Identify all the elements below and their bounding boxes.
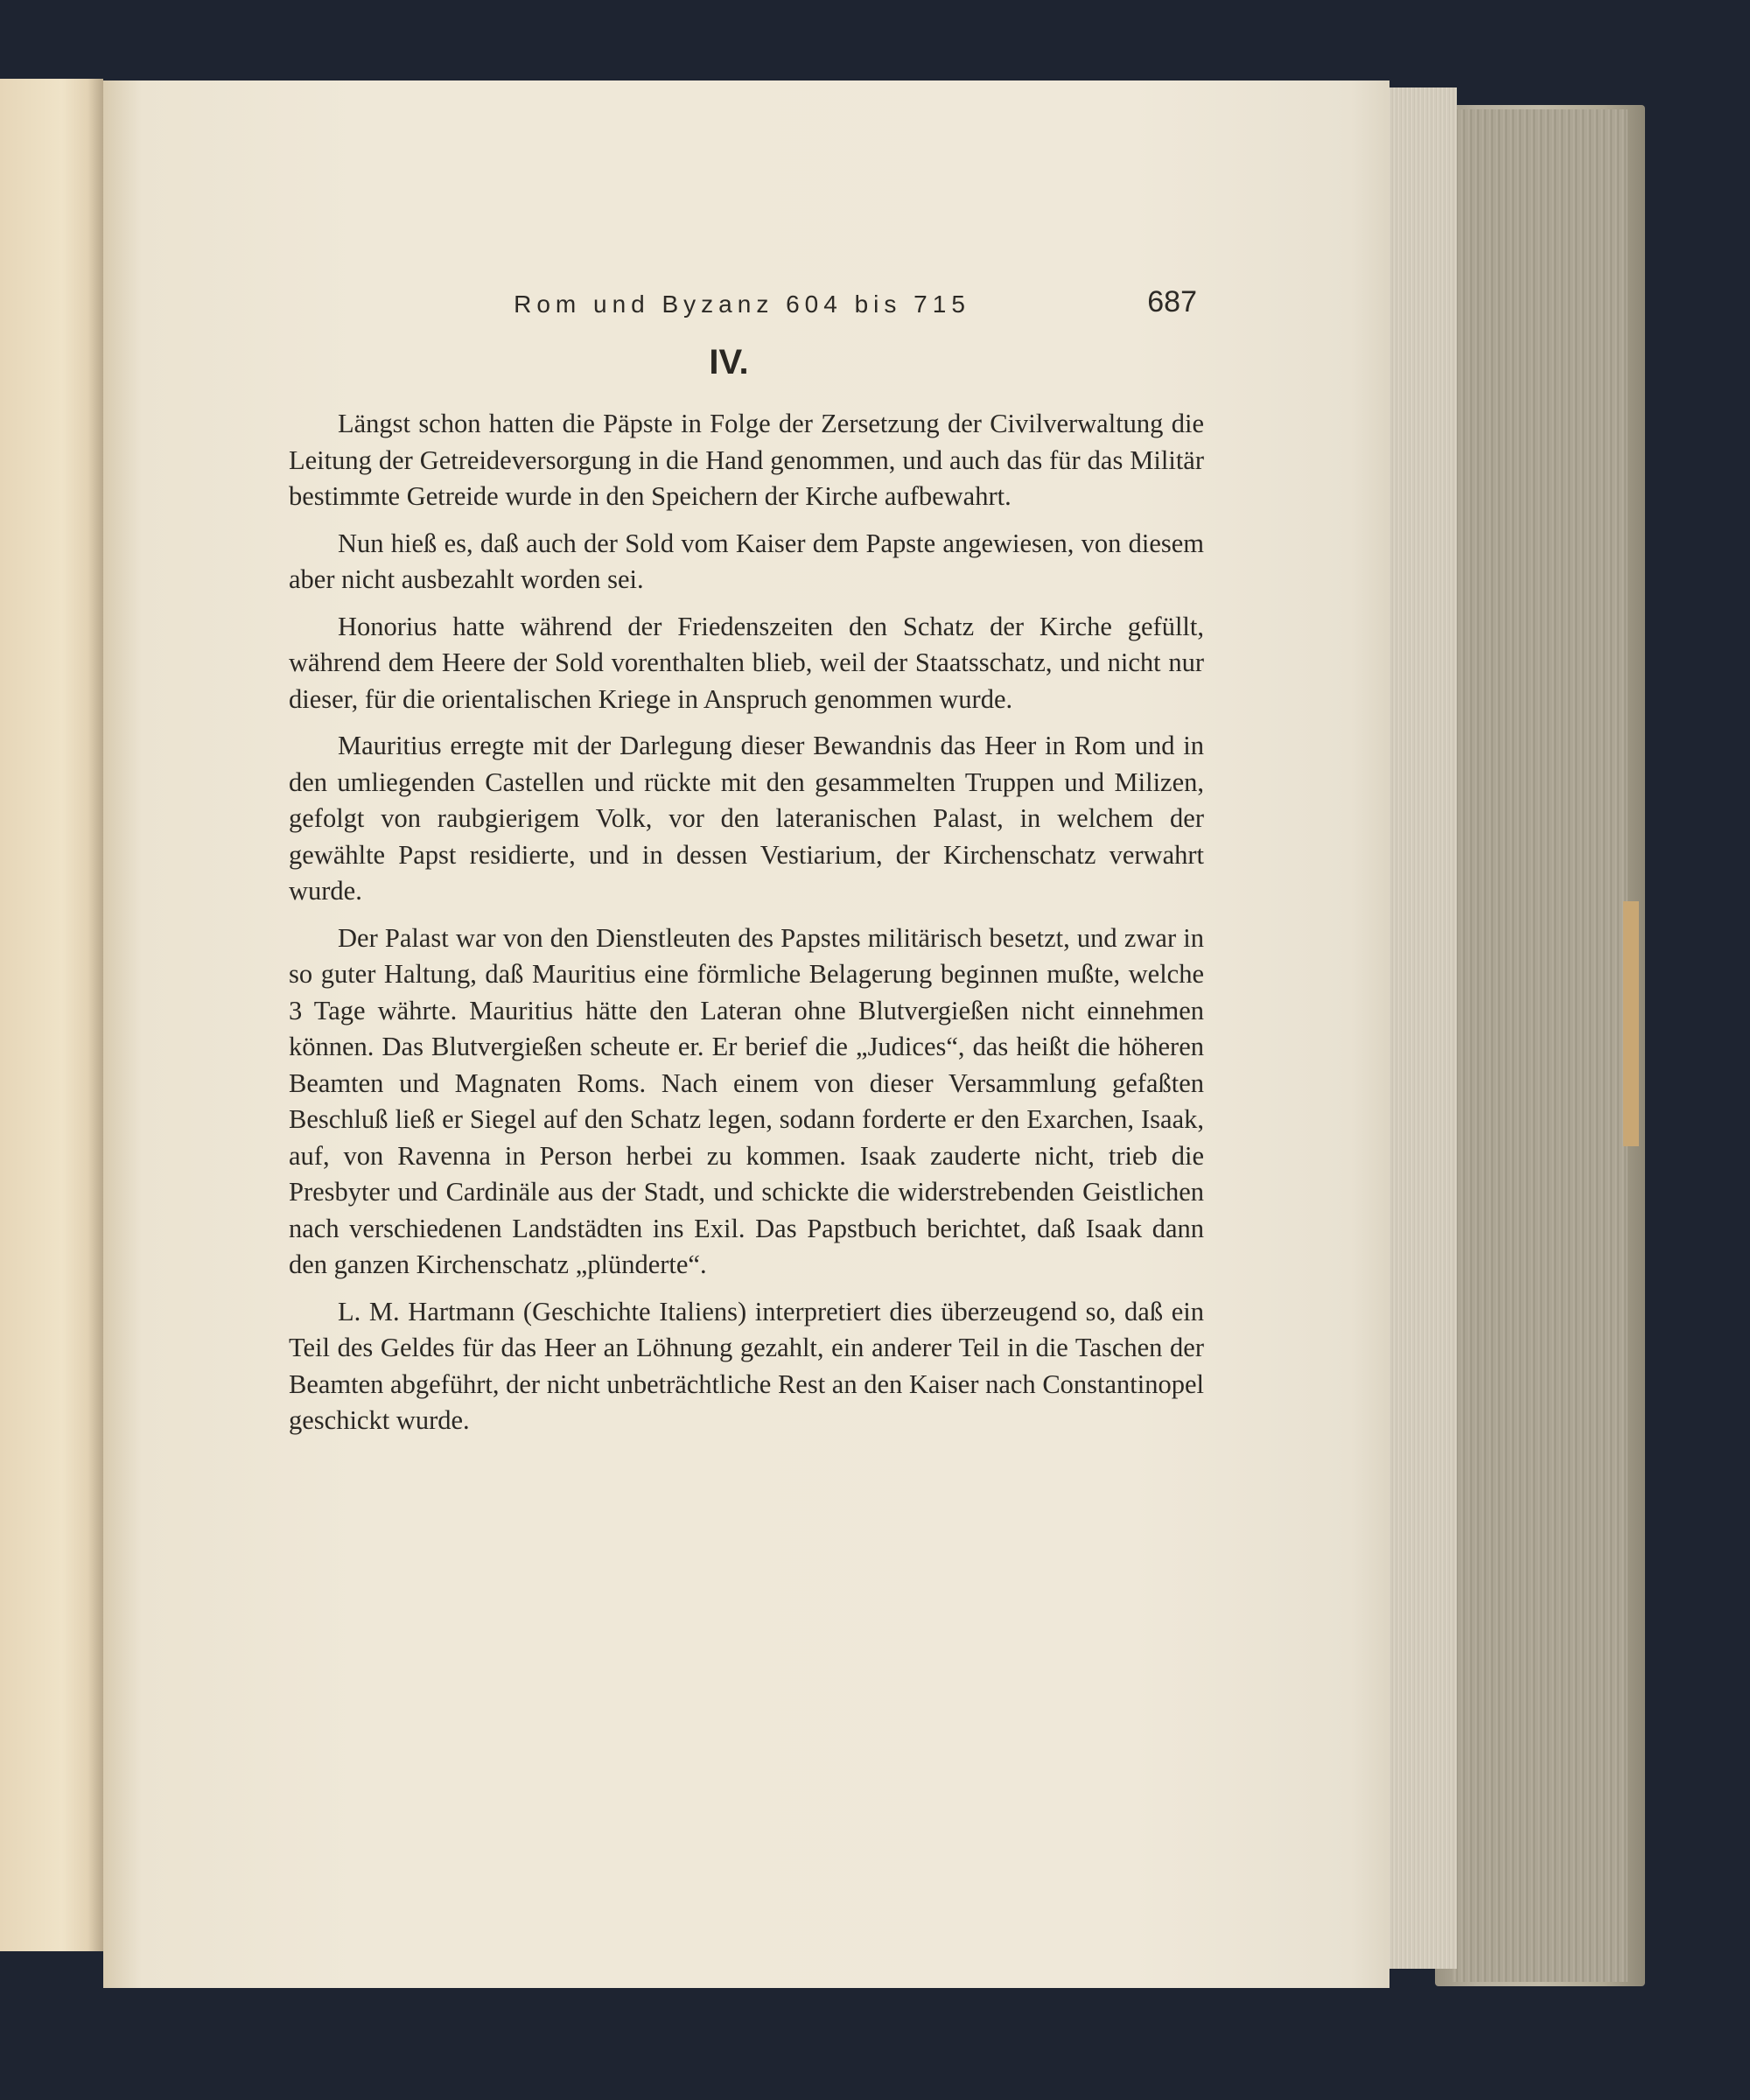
- left-page-edge: [0, 79, 103, 1951]
- page-number: 687: [1147, 285, 1197, 318]
- paragraph: Der Palast war von den Dienstleuten des Papstes militärisch besetzt, und zwar in so guter Haltung, daß Mauritius eine förmliche Belagerung beginnen mußte, welche 3 Tage währte. Mauritius hätte den Lateran ohne Blutvergießen nicht einnehmen können. Das Blutvergießen scheute er. Er berief die „Judices“, das heißt die höheren Beamten und Magnaten Roms. Nach einem von dieser Versammlung gefaßten Beschluß ließ er Siegel auf den Schatz legen, sodann forderte er den Exarchen, Isaak, auf, von Ravenna in Person herbei zu kommen. Isaak zauderte nicht, trieb die Presbyter und Cardinäle aus der Stadt, und schickte die widerstrebenden Geistlichen nach verschiedenen Landstädten ins Exil. Das Papstbuch berichtet, daß Isaak dann den ganzen Kirchenschatz „plünderte“.: [289, 922, 1204, 1279]
- book-page: [103, 80, 1390, 1988]
- running-head: [480, 285, 1197, 334]
- paragraph: L. M. Hartmann (Geschichte Italiens) interpretiert dies überzeugend so, daß ein Teil des Geldes für das Heer an Löhnung gezahlt, ein anderer Teil in die Taschen der Beamten abgeführt, der nicht unbeträchtliche Rest an den Kaiser nach Constantinopel geschickt wurde.: [289, 1296, 1204, 1435]
- page-edges: [1387, 88, 1457, 1969]
- page-block-edge: [1452, 109, 1628, 1982]
- paragraph: Mauritius erregte mit der Darlegung dieser Bewandnis das Heer in Rom und in den umliegenden Castellen und rückte mit den gesammelten Truppen und Milizen, gefolgt von raubgierigem Volk, vor den lateranischen Palast, in welchem der gewählte Papst residierte, und in dessen Vestiarium, der Kirchenschatz verwahrt wurde.: [289, 731, 1204, 906]
- chapter-heading: IV.: [709, 343, 749, 382]
- paragraph: Längst schon hatten die Päpste in Folge der Zersetzung der Civilverwaltung die Leitung der Getreideversorgung in die Hand genommen, und auch das für das Militär bestimmte Getreide wurde in den Speichern der Kirche aufbewahrt.: [289, 409, 1204, 511]
- running-head-title: Rom und Byzanz 604 bis 715: [514, 290, 970, 318]
- body-text: [289, 406, 1204, 1450]
- bookmark-strip: [1623, 901, 1639, 1146]
- paragraph: Honorius hatte während der Friedenszeiten den Schatz der Kirche gefüllt, während dem Heere der Sold vorenthalten blieb, weil der Staatsschatz, und nicht nur dieser, für die orientalischen Kriege in Anspruch genommen wurde.: [289, 611, 1204, 714]
- paragraph: Nun hieß es, daß auch der Sold vom Kaiser dem Papste angewiesen, von diesem aber nicht ausbezahlt worden sei.: [289, 528, 1204, 594]
